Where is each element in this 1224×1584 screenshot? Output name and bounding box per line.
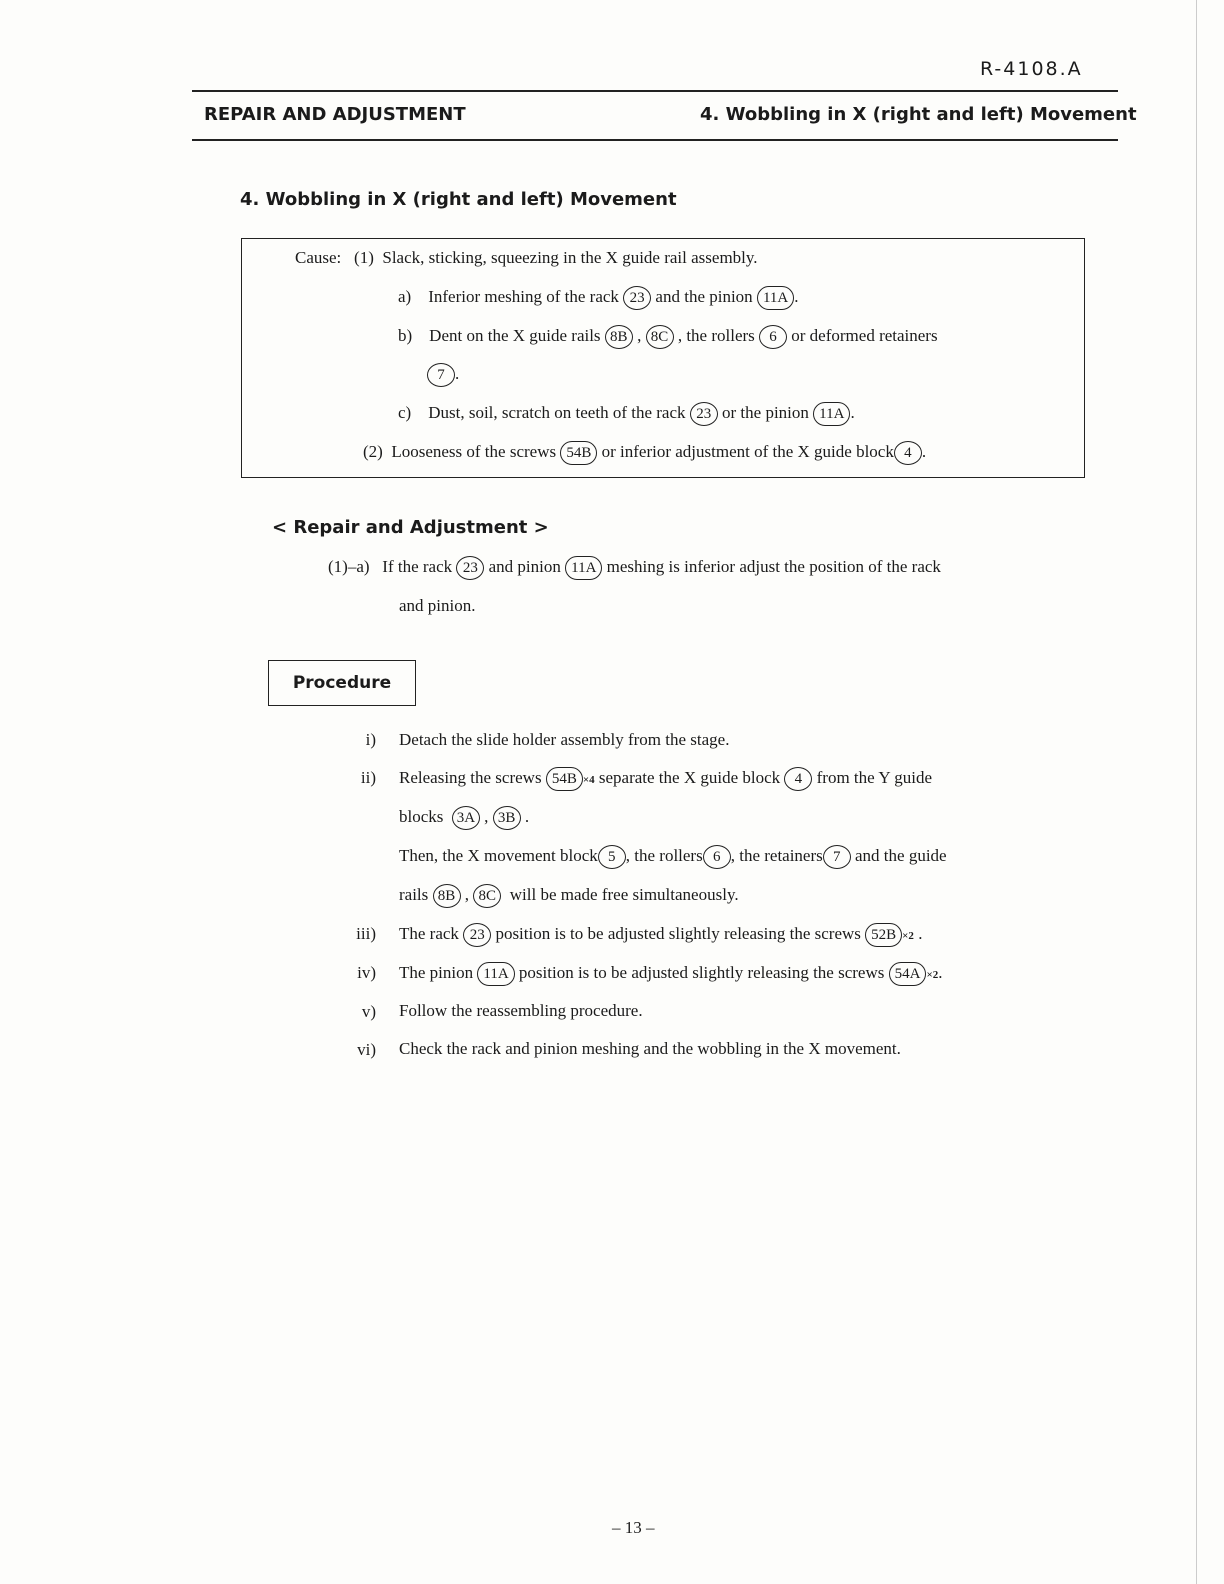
item-text: meshing is inferior adjust the position of the rack bbox=[606, 556, 941, 576]
repair-item-cont bbox=[399, 596, 476, 616]
part-number-circle: 4 bbox=[784, 767, 812, 791]
part-number-circle: 6 bbox=[703, 845, 731, 869]
part-number-circle: 54B bbox=[560, 441, 597, 465]
step-text: blocks bbox=[399, 806, 444, 826]
procedure-label-box: Procedure bbox=[268, 660, 416, 706]
header-right-title: 4. Wobbling in X (right and left) Movement bbox=[700, 104, 1137, 125]
step-text: will be made free simultaneously. bbox=[509, 884, 739, 904]
item-label: a) bbox=[398, 286, 412, 306]
item-text: Looseness of the screws bbox=[391, 441, 557, 461]
item-text: Slack, sticking, squeezing in the X guide rail assembly. bbox=[382, 248, 758, 267]
item-text: and the pinion bbox=[655, 286, 753, 306]
item-text: or inferior adjustment of the X guide block bbox=[601, 441, 894, 461]
part-number-circle: 11A bbox=[757, 286, 794, 310]
part-number-circle: 8B bbox=[433, 884, 461, 908]
part-number-circle: 3A bbox=[452, 806, 480, 830]
part-number-circle: 8B bbox=[605, 325, 633, 349]
part-number-circle: 7 bbox=[823, 845, 851, 869]
item-text: Inferior meshing of the rack bbox=[428, 286, 619, 306]
part-number-circle: 4 bbox=[894, 441, 922, 465]
item-text: and pinion bbox=[488, 556, 561, 576]
step-number: i) bbox=[365, 730, 376, 749]
item-label: b) bbox=[398, 325, 413, 345]
step-text: Then, the X movement block bbox=[399, 845, 598, 865]
step-text: . bbox=[524, 806, 530, 826]
part-number-circle: 7 bbox=[427, 363, 455, 387]
part-number-circle: 23 bbox=[623, 286, 651, 310]
part-number-circle: 23 bbox=[456, 556, 484, 580]
item-text: . bbox=[921, 441, 927, 461]
item-text: . bbox=[455, 363, 460, 383]
part-number-circle: 6 bbox=[759, 325, 787, 349]
item-number: (1) bbox=[354, 248, 374, 267]
step-text: from the Y guide bbox=[816, 767, 932, 787]
item-text: Dust, soil, scratch on teeth of the rack bbox=[428, 402, 686, 422]
item-text: Dent on the X guide rails bbox=[429, 325, 601, 345]
page-number: – 13 – bbox=[612, 1518, 655, 1537]
step-text: The pinion bbox=[399, 962, 474, 982]
step-ii-line-3 bbox=[399, 845, 947, 869]
part-number-circle: 8C bbox=[473, 884, 501, 908]
step-text: , bbox=[484, 806, 489, 826]
item-number: (1)–a) bbox=[328, 556, 370, 576]
header-left-title: REPAIR AND ADJUSTMENT bbox=[204, 104, 466, 125]
step-i-text: Detach the slide holder assembly from the stage. bbox=[399, 730, 730, 749]
document-id: R-4108.A bbox=[980, 58, 1083, 80]
part-number-circle: 54B bbox=[546, 767, 583, 791]
step-number: vi) bbox=[357, 1040, 376, 1059]
step-text: and the guide bbox=[855, 845, 947, 865]
item-number: (2) bbox=[363, 441, 383, 461]
item-text: and pinion. bbox=[399, 596, 476, 615]
item-text: If the rack bbox=[382, 556, 453, 576]
item-text: or deformed retainers bbox=[791, 325, 938, 345]
part-number-circle: 11A bbox=[477, 962, 514, 986]
item-label: c) bbox=[398, 402, 412, 422]
part-number-circle: 23 bbox=[463, 923, 491, 947]
part-number-circle: 52B bbox=[865, 923, 902, 947]
step-text: The rack bbox=[399, 923, 459, 943]
step-v-text: Follow the reassembling procedure. bbox=[399, 1001, 643, 1020]
part-number-circle: 54A bbox=[889, 962, 927, 986]
cause-label: Cause: bbox=[295, 248, 342, 267]
part-number-circle: 5 bbox=[598, 845, 626, 869]
header-bottom-rule bbox=[192, 139, 1118, 141]
scan-edge-line bbox=[1196, 0, 1197, 1584]
step-number: iii) bbox=[356, 924, 376, 943]
step-text: , the retainers bbox=[730, 845, 823, 865]
part-number-circle: 3B bbox=[493, 806, 521, 830]
part-number-circle: 8C bbox=[646, 325, 674, 349]
cause-item-2 bbox=[363, 441, 926, 465]
cause-item-b bbox=[398, 325, 938, 349]
step-text: . bbox=[938, 962, 943, 982]
section-title: 4. Wobbling in X (right and left) Movement bbox=[240, 189, 677, 210]
step-number: v) bbox=[361, 1002, 376, 1021]
step-text: separate the X guide block bbox=[598, 767, 781, 787]
part-number-circle: 23 bbox=[690, 402, 718, 426]
step-iii-text bbox=[399, 923, 922, 947]
step-iv-text bbox=[399, 962, 943, 986]
step-number: ii) bbox=[360, 768, 376, 787]
part-number-circle: 11A bbox=[565, 556, 602, 580]
step-vi-text: Check the rack and pinion meshing and the wobbling in the X movement. bbox=[399, 1039, 901, 1058]
item-text: , bbox=[637, 325, 642, 345]
step-number: iv) bbox=[357, 963, 376, 982]
step-ii-line-4 bbox=[399, 884, 739, 908]
quantity-mark: ×4 bbox=[582, 773, 595, 786]
step-ii-line-2 bbox=[399, 806, 529, 830]
step-text: . bbox=[918, 923, 923, 943]
header-top-rule bbox=[192, 90, 1118, 92]
quantity-mark: ×2 bbox=[926, 968, 939, 981]
part-number-circle: 11A bbox=[813, 402, 850, 426]
step-text: , bbox=[464, 884, 470, 904]
item-text: or the pinion bbox=[722, 402, 809, 422]
step-text: position is to be adjusted slightly releasing the screws bbox=[495, 923, 861, 943]
repair-item bbox=[328, 556, 941, 580]
cause-item-c bbox=[398, 402, 855, 426]
cause-item-1 bbox=[295, 248, 758, 268]
step-text: , the rollers bbox=[625, 845, 703, 865]
cause-item-b-cont bbox=[427, 363, 459, 387]
item-text: . bbox=[794, 286, 799, 306]
repair-title: < Repair and Adjustment > bbox=[272, 517, 549, 538]
step-text: rails bbox=[399, 884, 429, 904]
quantity-mark: ×2 bbox=[902, 929, 914, 942]
item-text: , the rollers bbox=[677, 325, 755, 345]
cause-item-a bbox=[398, 286, 798, 310]
step-ii-line-1 bbox=[399, 767, 932, 791]
step-text: Releasing the screws bbox=[399, 767, 542, 787]
item-text: . bbox=[850, 402, 855, 422]
step-text: position is to be adjusted slightly releasing the screws bbox=[518, 962, 885, 982]
